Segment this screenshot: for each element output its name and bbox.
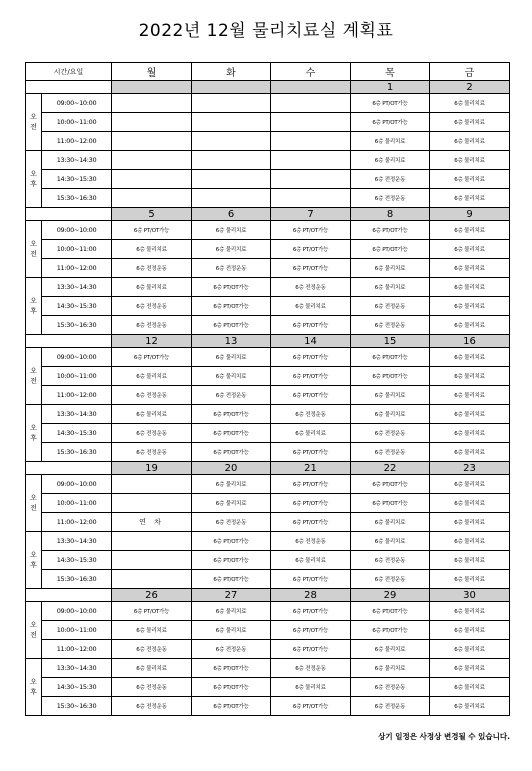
- slot-row: [26, 132, 510, 151]
- slot-row: [26, 678, 510, 697]
- slot-row: [26, 386, 510, 405]
- period-char: 전: [30, 123, 37, 131]
- schedule-cell: 6층 PT/OT가능: [351, 475, 430, 494]
- date-cell: 19: [112, 462, 192, 475]
- schedule-cell: [271, 132, 351, 151]
- slot-row: [26, 640, 510, 659]
- period-pm-label: [26, 405, 42, 462]
- period-char: 오: [30, 551, 37, 559]
- slot-row: [26, 316, 510, 335]
- footnote: 상기 일정은 사정상 변경될 수 있습니다.: [378, 732, 510, 741]
- schedule-cell: 6층 물리치료: [112, 278, 192, 297]
- schedule-cell: 6층 PT/OT가능: [351, 240, 430, 259]
- schedule-cell: 6층 전정운동: [112, 640, 192, 659]
- period-char: 전: [30, 377, 37, 385]
- schedule-cell: 6층 물리치료: [192, 621, 271, 640]
- date-cell: 29: [351, 589, 430, 602]
- header-day: 월: [112, 63, 192, 81]
- schedule-cell: 6층 물리치료: [192, 221, 271, 240]
- time-slot: 15:30~16:30: [42, 570, 112, 589]
- schedule-cell: 6층 전정운동: [351, 697, 430, 716]
- schedule-cell: [112, 189, 192, 208]
- schedule-cell: [112, 551, 192, 570]
- schedule-cell: 6층 물리치료: [271, 551, 351, 570]
- time-slot: 14:30~15:30: [42, 170, 112, 189]
- schedule-cell: 6층 PT/OT가능: [192, 297, 271, 316]
- schedule-cell: [192, 170, 271, 189]
- schedule-cell: 6층 PT/OT가능: [192, 678, 271, 697]
- time-slot: 13:30~14:30: [42, 278, 112, 297]
- time-slot: 09:00~10:00: [42, 602, 112, 621]
- period-pm-label: [26, 659, 42, 716]
- schedule-cell: 6층 전정운동: [351, 424, 430, 443]
- period-char: 후: [30, 180, 37, 188]
- schedule-cell: 6층 전정운동: [112, 386, 192, 405]
- schedule-cell: 6층 물리치료: [192, 367, 271, 386]
- schedule-cell: [192, 189, 271, 208]
- schedule-cell: 6층 물리치료: [351, 405, 430, 424]
- time-slot: 10:00~11:00: [42, 113, 112, 132]
- schedule-cell: 6층 물리치료: [430, 316, 510, 335]
- schedule-cell: 6층 전정운동: [192, 259, 271, 278]
- schedule-cell: 6층 전정운동: [192, 513, 271, 532]
- schedule-cell: 6층 물리치료: [430, 259, 510, 278]
- schedule-cell: 6층 물리치료: [192, 475, 271, 494]
- schedule-cell: 6층 PT/OT가능: [271, 494, 351, 513]
- schedule-cell: [271, 170, 351, 189]
- period-char: 전: [30, 631, 37, 639]
- schedule-cell: 6층 PT/OT가능: [271, 697, 351, 716]
- schedule-cell: 6층 PT/OT가능: [351, 94, 430, 113]
- schedule-cell: 6층 PT/OT가능: [271, 316, 351, 335]
- date-cell: 20: [192, 462, 271, 475]
- time-slot: 14:30~15:30: [42, 678, 112, 697]
- schedule-cell: 6층 물리치료: [112, 621, 192, 640]
- schedule-cell: [112, 475, 192, 494]
- schedule-cell: 6층 전정운동: [351, 189, 430, 208]
- date-cell: 8: [351, 208, 430, 221]
- date-row: [26, 208, 510, 221]
- schedule-cell: 6층 PT/OT가능: [271, 348, 351, 367]
- schedule-cell: 6층 물리치료: [430, 113, 510, 132]
- slot-row: [26, 113, 510, 132]
- slot-row: [26, 259, 510, 278]
- schedule-cell: [112, 494, 192, 513]
- schedule-cell: 6층 PT/OT가능: [271, 475, 351, 494]
- slot-row: [26, 602, 510, 621]
- period-char: 오: [30, 367, 37, 375]
- schedule-cell: 6층 물리치료: [351, 151, 430, 170]
- schedule-cell: 6층 물리치료: [351, 278, 430, 297]
- time-slot: 10:00~11:00: [42, 494, 112, 513]
- schedule-cell: 6층 물리치료: [271, 424, 351, 443]
- period-char: 오: [30, 424, 37, 432]
- period-char: 전: [30, 250, 37, 258]
- schedule-cell: [271, 113, 351, 132]
- schedule-cell: 6층 PT/OT가능: [271, 259, 351, 278]
- time-slot: 11:00~12:00: [42, 640, 112, 659]
- date-cell: 23: [430, 462, 510, 475]
- date-cell: 9: [430, 208, 510, 221]
- schedule-cell: [112, 132, 192, 151]
- schedule-cell: 6층 물리치료: [430, 240, 510, 259]
- schedule-cell: 6층 물리치료: [430, 424, 510, 443]
- date-cell: 13: [192, 335, 271, 348]
- schedule-cell: 6층 물리치료: [430, 278, 510, 297]
- schedule-cell: 6층 PT/OT가능: [271, 386, 351, 405]
- period-char: 오: [30, 494, 37, 502]
- schedule-cell: 6층 전정운동: [351, 297, 430, 316]
- time-slot: 11:00~12:00: [42, 259, 112, 278]
- date-row: [26, 335, 510, 348]
- schedule-cell: 6층 물리치료: [192, 494, 271, 513]
- date-cell: 30: [430, 589, 510, 602]
- date-cell: 21: [271, 462, 351, 475]
- period-char: 후: [30, 434, 37, 442]
- schedule-cell: 6층 PT/OT가능: [351, 221, 430, 240]
- schedule-cell: 6층 물리치료: [112, 659, 192, 678]
- schedule-cell: 6층 물리치료: [430, 94, 510, 113]
- time-slot: 15:30~16:30: [42, 443, 112, 462]
- schedule-cell: 6층 PT/OT가능: [351, 621, 430, 640]
- slot-row: [26, 94, 510, 113]
- schedule-cell: 6층 물리치료: [430, 551, 510, 570]
- schedule-cell: 6층 PT/OT가능: [271, 621, 351, 640]
- schedule-cell: 6층 전정운동: [112, 678, 192, 697]
- time-slot: 14:30~15:30: [42, 551, 112, 570]
- schedule-cell: 6층 PT/OT가능: [192, 278, 271, 297]
- header-row: [26, 63, 510, 81]
- schedule-cell: 6층 물리치료: [430, 189, 510, 208]
- date-cell: 15: [351, 335, 430, 348]
- slot-row: [26, 443, 510, 462]
- time-slot: 13:30~14:30: [42, 405, 112, 424]
- header-day: 수: [271, 63, 351, 81]
- slot-row: [26, 659, 510, 678]
- schedule-cell: 6층 전정운동: [271, 659, 351, 678]
- time-slot: 13:30~14:30: [42, 151, 112, 170]
- schedule-cell: [112, 170, 192, 189]
- slot-row: [26, 297, 510, 316]
- date-row: [26, 81, 510, 94]
- schedule-cell: 6층 전정운동: [112, 259, 192, 278]
- schedule-cell: 6층 전정운동: [192, 640, 271, 659]
- schedule-cell: [271, 189, 351, 208]
- page-title: 2022년 12월 물리치료실 계획표: [138, 21, 394, 41]
- period-am-label: [26, 475, 42, 532]
- time-slot: 15:30~16:30: [42, 189, 112, 208]
- schedule-cell: 6층 전정운동: [351, 316, 430, 335]
- date-row-blank: [26, 462, 112, 475]
- schedule-cell: 6층 물리치료: [430, 640, 510, 659]
- schedule-cell: 6층 물리치료: [271, 678, 351, 697]
- schedule-cell: 6층 전정운동: [351, 570, 430, 589]
- schedule-cell: 연 차: [112, 513, 192, 532]
- date-row-blank: [26, 208, 112, 221]
- schedule-cell: [192, 151, 271, 170]
- schedule-cell: 6층 물리치료: [351, 640, 430, 659]
- schedule-cell: [112, 151, 192, 170]
- period-char: 전: [30, 504, 37, 512]
- header-day: 목: [351, 63, 430, 81]
- schedule-cell: 6층 PT/OT가능: [192, 405, 271, 424]
- schedule-cell: 6층 PT/OT가능: [192, 316, 271, 335]
- schedule-cell: 6층 물리치료: [351, 532, 430, 551]
- schedule-cell: 6층 PT/OT가능: [271, 221, 351, 240]
- schedule-body: [26, 81, 510, 716]
- slot-row: [26, 240, 510, 259]
- time-slot: 10:00~11:00: [42, 367, 112, 386]
- schedule-cell: [192, 113, 271, 132]
- period-char: 오: [30, 621, 37, 629]
- date-row: [26, 462, 510, 475]
- period-char: 오: [30, 297, 37, 305]
- period-char: 후: [30, 688, 37, 696]
- schedule-cell: 6층 전정운동: [271, 405, 351, 424]
- schedule-cell: 6층 물리치료: [430, 367, 510, 386]
- time-slot: 10:00~11:00: [42, 621, 112, 640]
- period-am-label: [26, 221, 42, 278]
- schedule-cell: 6층 물리치료: [351, 659, 430, 678]
- schedule-cell: 6층 물리치료: [430, 678, 510, 697]
- schedule-cell: 6층 PT/OT가능: [192, 697, 271, 716]
- period-char: 오: [30, 170, 37, 178]
- schedule-cell: 6층 물리치료: [351, 259, 430, 278]
- schedule-cell: 6층 PT/OT가능: [271, 570, 351, 589]
- period-char: 오: [30, 113, 37, 121]
- schedule-cell: 6층 PT/OT가능: [192, 570, 271, 589]
- slot-row: [26, 348, 510, 367]
- schedule-cell: 6층 물리치료: [430, 221, 510, 240]
- schedule-cell: 6층 물리치료: [430, 602, 510, 621]
- time-slot: 11:00~12:00: [42, 386, 112, 405]
- period-char: 후: [30, 307, 37, 315]
- date-row-blank: [26, 589, 112, 602]
- date-cell: 7: [271, 208, 351, 221]
- time-slot: 11:00~12:00: [42, 132, 112, 151]
- schedule-cell: 6층 물리치료: [112, 405, 192, 424]
- schedule-cell: 6층 PT/OT가능: [351, 348, 430, 367]
- date-row-blank: [26, 335, 112, 348]
- schedule-cell: 6층 PT/OT가능: [271, 602, 351, 621]
- date-cell: 22: [351, 462, 430, 475]
- date-cell: [271, 81, 351, 94]
- schedule-cell: 6층 물리치료: [430, 170, 510, 189]
- date-cell: 5: [112, 208, 192, 221]
- date-cell: [192, 81, 271, 94]
- period-char: 오: [30, 240, 37, 248]
- schedule-cell: 6층 PT/OT가능: [351, 367, 430, 386]
- period-pm-label: [26, 532, 42, 589]
- schedule-cell: 6층 물리치료: [192, 240, 271, 259]
- schedule-cell: 6층 PT/OT가능: [192, 443, 271, 462]
- schedule-cell: 6층 전정운동: [112, 443, 192, 462]
- schedule-cell: [112, 113, 192, 132]
- schedule-cell: 6층 전정운동: [192, 386, 271, 405]
- schedule-cell: 6층 물리치료: [430, 570, 510, 589]
- time-slot: 10:00~11:00: [42, 240, 112, 259]
- date-cell: 26: [112, 589, 192, 602]
- schedule-cell: 6층 PT/OT가능: [271, 443, 351, 462]
- schedule-cell: [271, 94, 351, 113]
- schedule-cell: 6층 물리치료: [430, 697, 510, 716]
- date-row: [26, 589, 510, 602]
- date-cell: 16: [430, 335, 510, 348]
- slot-row: [26, 697, 510, 716]
- schedule-cell: 6층 PT/OT가능: [271, 240, 351, 259]
- date-cell: [112, 81, 192, 94]
- date-cell: 2: [430, 81, 510, 94]
- period-am-label: [26, 348, 42, 405]
- schedule-cell: 6층 전정운동: [271, 278, 351, 297]
- schedule-cell: [112, 94, 192, 113]
- schedule-cell: 6층 PT/OT가능: [271, 513, 351, 532]
- schedule-cell: 6층 PT/OT가능: [271, 640, 351, 659]
- slot-row: [26, 278, 510, 297]
- slot-row: [26, 621, 510, 640]
- schedule-cell: 6층 전정운동: [112, 697, 192, 716]
- schedule-cell: 6층 물리치료: [430, 621, 510, 640]
- schedule-cell: 6층 PT/OT가능: [112, 221, 192, 240]
- schedule-cell: 6층 물리치료: [430, 297, 510, 316]
- slot-row: [26, 475, 510, 494]
- schedule-cell: [192, 94, 271, 113]
- slot-row: [26, 405, 510, 424]
- header-day: 금: [430, 63, 510, 81]
- schedule-cell: [112, 532, 192, 551]
- schedule-cell: 6층 PT/OT가능: [351, 494, 430, 513]
- schedule-cell: 6층 PT/OT가능: [192, 659, 271, 678]
- slot-row: [26, 151, 510, 170]
- schedule-cell: 6층 물리치료: [430, 443, 510, 462]
- time-slot: 09:00~10:00: [42, 221, 112, 240]
- slot-row: [26, 424, 510, 443]
- schedule-cell: 6층 PT/OT가능: [192, 551, 271, 570]
- time-slot: 15:30~16:30: [42, 316, 112, 335]
- time-slot: 14:30~15:30: [42, 424, 112, 443]
- date-cell: 28: [271, 589, 351, 602]
- slot-row: [26, 532, 510, 551]
- date-cell: 6: [192, 208, 271, 221]
- schedule-cell: 6층 물리치료: [430, 151, 510, 170]
- header-corner: 시간/요일: [26, 63, 112, 81]
- date-cell: 27: [192, 589, 271, 602]
- schedule-cell: 6층 PT/OT가능: [112, 602, 192, 621]
- schedule-cell: 6층 물리치료: [430, 386, 510, 405]
- date-row-blank: [26, 81, 112, 94]
- schedule-cell: 6층 물리치료: [430, 494, 510, 513]
- schedule-cell: 6층 물리치료: [430, 405, 510, 424]
- schedule-cell: 6층 물리치료: [192, 602, 271, 621]
- slot-row: [26, 170, 510, 189]
- date-cell: 14: [271, 335, 351, 348]
- schedule-cell: 6층 물리치료: [430, 659, 510, 678]
- schedule-cell: 6층 물리치료: [112, 240, 192, 259]
- slot-row: [26, 494, 510, 513]
- period-char: 후: [30, 561, 37, 569]
- schedule-cell: 6층 물리치료: [351, 386, 430, 405]
- slot-row: [26, 189, 510, 208]
- schedule-cell: [192, 132, 271, 151]
- schedule-cell: 6층 PT/OT가능: [192, 532, 271, 551]
- time-slot: 11:00~12:00: [42, 513, 112, 532]
- schedule-cell: 6층 PT/OT가능: [271, 367, 351, 386]
- schedule-cell: 6층 물리치료: [112, 367, 192, 386]
- schedule-table: [25, 62, 510, 716]
- time-slot: 14:30~15:30: [42, 297, 112, 316]
- schedule-cell: 6층 전정운동: [351, 170, 430, 189]
- schedule-cell: 6층 PT/OT가능: [351, 602, 430, 621]
- period-char: 오: [30, 678, 37, 686]
- schedule-cell: 6층 물리치료: [430, 513, 510, 532]
- period-pm-label: [26, 151, 42, 208]
- schedule-cell: 6층 전정운동: [112, 424, 192, 443]
- schedule-cell: 6층 PT/OT가능: [192, 424, 271, 443]
- schedule-cell: 6층 물리치료: [430, 348, 510, 367]
- schedule-cell: 6층 전정운동: [112, 297, 192, 316]
- schedule-cell: 6층 전정운동: [112, 316, 192, 335]
- slot-row: [26, 570, 510, 589]
- schedule-cell: 6층 전정운동: [271, 532, 351, 551]
- schedule-cell: 6층 물리치료: [351, 132, 430, 151]
- schedule-cell: 6층 물리치료: [351, 513, 430, 532]
- schedule-cell: 6층 전정운동: [351, 551, 430, 570]
- time-slot: 15:30~16:30: [42, 697, 112, 716]
- schedule-cell: 6층 물리치료: [430, 132, 510, 151]
- period-am-label: [26, 602, 42, 659]
- schedule-cell: 6층 PT/OT가능: [112, 348, 192, 367]
- header-day: 화: [192, 63, 271, 81]
- slot-row: [26, 513, 510, 532]
- schedule-cell: [112, 570, 192, 589]
- time-slot: 13:30~14:30: [42, 659, 112, 678]
- schedule-cell: 6층 전정운동: [351, 443, 430, 462]
- schedule-cell: 6층 PT/OT가능: [351, 113, 430, 132]
- slot-row: [26, 551, 510, 570]
- time-slot: 09:00~10:00: [42, 348, 112, 367]
- date-cell: 1: [351, 81, 430, 94]
- time-slot: 13:30~14:30: [42, 532, 112, 551]
- schedule-cell: 6층 물리치료: [430, 532, 510, 551]
- period-pm-label: [26, 278, 42, 335]
- schedule-cell: 6층 전정운동: [351, 678, 430, 697]
- schedule-cell: 6층 물리치료: [430, 475, 510, 494]
- time-slot: 09:00~10:00: [42, 475, 112, 494]
- period-am-label: [26, 94, 42, 151]
- time-slot: 09:00~10:00: [42, 94, 112, 113]
- schedule-cell: 6층 물리치료: [271, 297, 351, 316]
- slot-row: [26, 367, 510, 386]
- slot-row: [26, 221, 510, 240]
- schedule-cell: 6층 물리치료: [192, 348, 271, 367]
- schedule-cell: [271, 151, 351, 170]
- date-cell: 12: [112, 335, 192, 348]
